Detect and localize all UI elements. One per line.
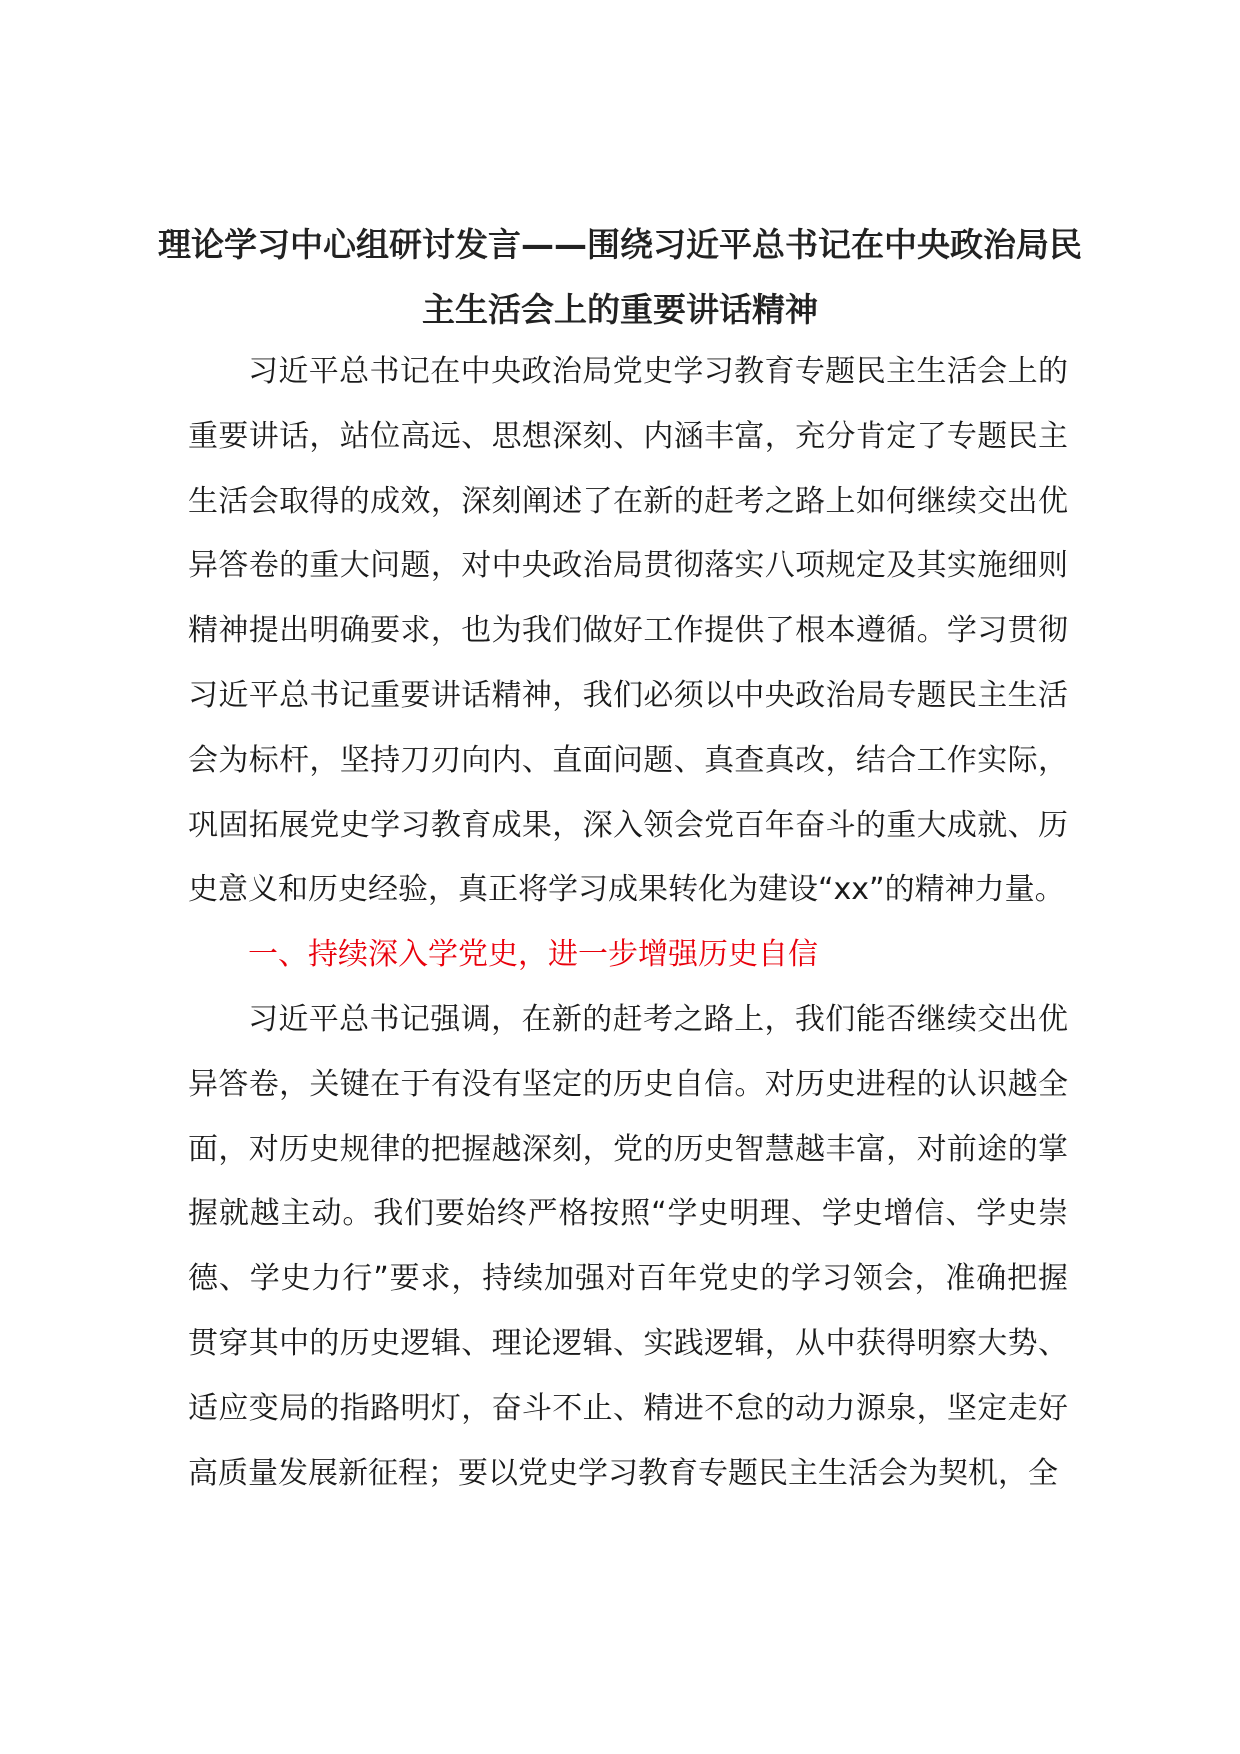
document-body <box>188 340 1068 1506</box>
section-heading: 一、持续深入学党史，进一步增强历史自信 <box>248 937 818 973</box>
section-paragraph: 习近平总书记强调，在新的赶考之路上，我们能否继续交出优异答卷，关键在于有没有坚定的历史自信。对历史进程的认识越全面，对历史规律的把握越深刻，党的历史智慧越丰富，对前途的掌握就越主动。我们要始终严格按照“学史明理、学史增信、学史崇德、学史力行”要求，持续加强对百年党史的学习领会，准确把握贯穿其中的历史逻辑、理论逻辑、实践逻辑，从中获得明察大势、适应变局的指路明灯，奋斗不止、精进不怠的动力源泉，坚定走好高质量发展新征程；要以党史学习教育专题民主生活会为契机，全 <box>188 1001 1068 1491</box>
intro-paragraph: 习近平总书记在中央政治局党史学习教育专题民主生活会上的重要讲话，站位高远、思想深刻、内涵丰富，充分肯定了专题民主生活会取得的成效，深刻阐述了在新的赶考之路上如何继续交出优异答卷的重大问题，对中央政治局贯彻落实八项规定及其实施细则精神提出明确要求，也为我们做好工作提供了根本遵循。学习贯彻习近平总书记重要讲话精神，我们必须以中央政治局专题民主生活会为标杆，坚持刀刃向内、直面问题、真查真改，结合工作实际，巩固拓展党史学习教育成果，深入领会党百年奋斗的重大成就、历史意义和历史经验，真正将学习成果转化为建设“xx”的精神力量。 <box>188 354 1068 908</box>
document-title: 理论学习中心组研讨发言——围绕习近平总书记在中央政治局民主生活会上的重要讲话精神 <box>158 225 1082 329</box>
